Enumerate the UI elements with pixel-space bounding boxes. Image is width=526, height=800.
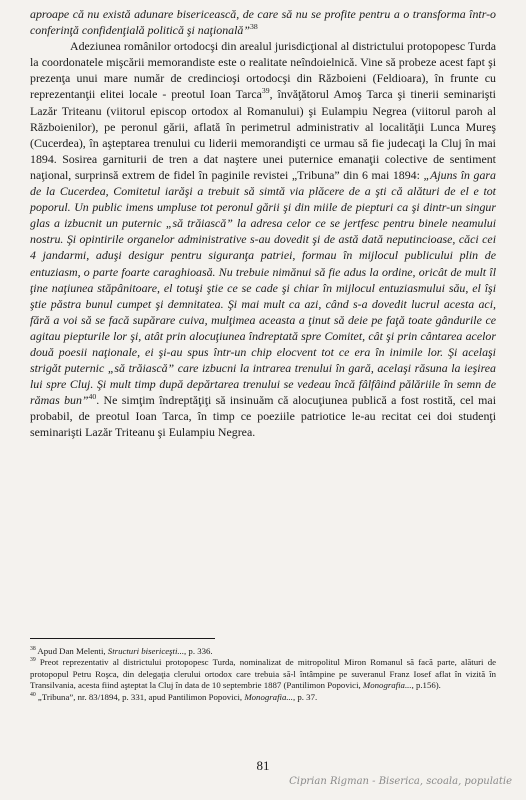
footnotes (30, 646, 496, 703)
footnote-38 (30, 646, 496, 657)
footnote-ref-40: 40 (88, 392, 97, 402)
paragraph-main (30, 38, 496, 440)
paragraph-continuation (30, 6, 496, 38)
paragraph-text: , învăţătorul Amoş Tarca şi tinerii seminarişti Lazăr Triteanu (viitorul episcop ortodox al Romanului) şi Eulampiu Negrea (viitorul paroh al Războienilor), pe peronul gării, aflată în perimetrul administrativ al localităţii Lunca Mureş (Cucerdea), în aşteptarea trenului cu liderii memorandişti ce urmau să fie judecaţi la Cluj în mai 1894. Sosirea garniturii de tren a dat naştere unei puternice emanaţii colective de sentiment naţional, surprinsă extrem de fidel în paginile revistei „Tribuna” din 6 mai 1894: (30, 87, 496, 182)
main-text (30, 6, 496, 441)
footnote-text: , p.156). (411, 680, 441, 691)
footnote-39 (30, 657, 496, 691)
footnote-text: Apud Dan Melenti, (35, 646, 108, 656)
paragraph-text: . Ne simţim îndreptăţiţi să insinuăm că alocuţiunea publică a fost rostită, cel mai probabil, de preotul Ioan Tarca, în timp ce poeziile patriotice le-au recitat cei doi studenţi seminarişti Lazăr Triteanu şi Eulampiu Negrea. (30, 393, 497, 440)
running-footer: Ciprian Rigman - Biserica, scoala, populatie (289, 776, 512, 787)
footnote-number: 38 (30, 646, 36, 653)
footnote-text: , p. 336. (184, 646, 213, 656)
footnote-text: „Tribuna”, nr. 83/1894, p. 331, apud Pantilimon Popovici, (35, 691, 245, 702)
footnote-text: , p. 37. (292, 691, 318, 702)
footnote-text: Preot reprezentativ al districtului protopopesc Turda, nominalizat de mitropolitul Miron Romanul să facă parte, alături de protopopul Petru Roşca, din delegaţia clerului ortodox care trebuia să-l întâmpine pe suveranul Franz Iosef aflat în vizită în Transilvania, acesta fiind aşteptat la Cluj în data de 10 septembrie 1887 (Pantilimon Popovici, (30, 657, 496, 691)
footnote-divider (30, 638, 215, 639)
quote-continuation: aproape că nu există adunare bisericească, de care să nu se profite pentru a o transforma într-o conferinţă confidenţială politică şi naţională” (30, 7, 496, 38)
footnote-number: 39 (30, 657, 36, 664)
footnote-number: 40 (30, 691, 36, 698)
footnote-title: Monografia... (244, 691, 293, 702)
page-number: 81 (256, 758, 270, 773)
footnote-ref-38: 38 (249, 22, 258, 32)
footnote-40 (30, 692, 496, 703)
footnote-title: Structuri bisericeşti... (107, 646, 185, 656)
footnote-title: Monografia... (362, 680, 412, 691)
footnote-ref-39: 39 (261, 86, 270, 96)
paragraph-text: Adeziunea românilor ortodocşi din arealul jurisdicţional al districtului protopopesc Turda la coordonatele mişcării memorandiste este o realitate neîndoielnică. Vine să probeze acest fapt şi prezenţa unui mare număr de credincioşi ortodocşi din Războieni (Feldioara), în frunte cu reprezentanţii elitei locale - preotul Ioan Tarca (30, 39, 496, 102)
tribuna-quote: „Ajuns în gara de la Cucerdea, Comitetul iarăşi a trebuit să simtă via plăcere de a şti că alături de el e tot poporul. Un public imens umpluse tot peronul gării şi din miile de piepturi ca şi dintr-un singur glas a izbucnit un puternic „să trăiască” la adresa celor ce se jertfesc pentru binele neamului nostru. Şi opintirile organelor administrative s-au dovedit şi de astă dată neputincioase, căci cei 4 jandarmi, aduşi desigur pentru siguranţa patriei, formau în mijlocul publicului plin de entuziasm, o parte foarte caraghioasă. Nu trebuie nimănui să fie adus la ordine, oricât de mult îl ţine naţiunea stăpânitoare, el totuşi ştie ce se cade şi chiar în mijlocul entuziasmului său, el îşi ştie păstra bunul cumpet şi demnitatea. Şi mai mult ca azi, când s-a dovedit lucrul acesta aci, fără a voi să se facă supărare cuiva, mulţimea aceasta a ţinut să deie pe faţă toate gândurile ce agitau piepturile lor şi, atât prin alocuţiunea îndreptată spre Comitet, cât şi prin cântarea acelor două poesii naţionale, ei şi-au spus într-un chip elocvent tot ce era în inimile lor. Şi acelaşi strigăt puternic „să trăiască” care izbucni la intrarea trenului în gară, acelaşi răsuna la ieşirea lui spre Cluj. Şi mult timp după depărtarea trenului se vedeau încă fâlfâind pălăriile în semn de rămas bun” (30, 167, 497, 408)
